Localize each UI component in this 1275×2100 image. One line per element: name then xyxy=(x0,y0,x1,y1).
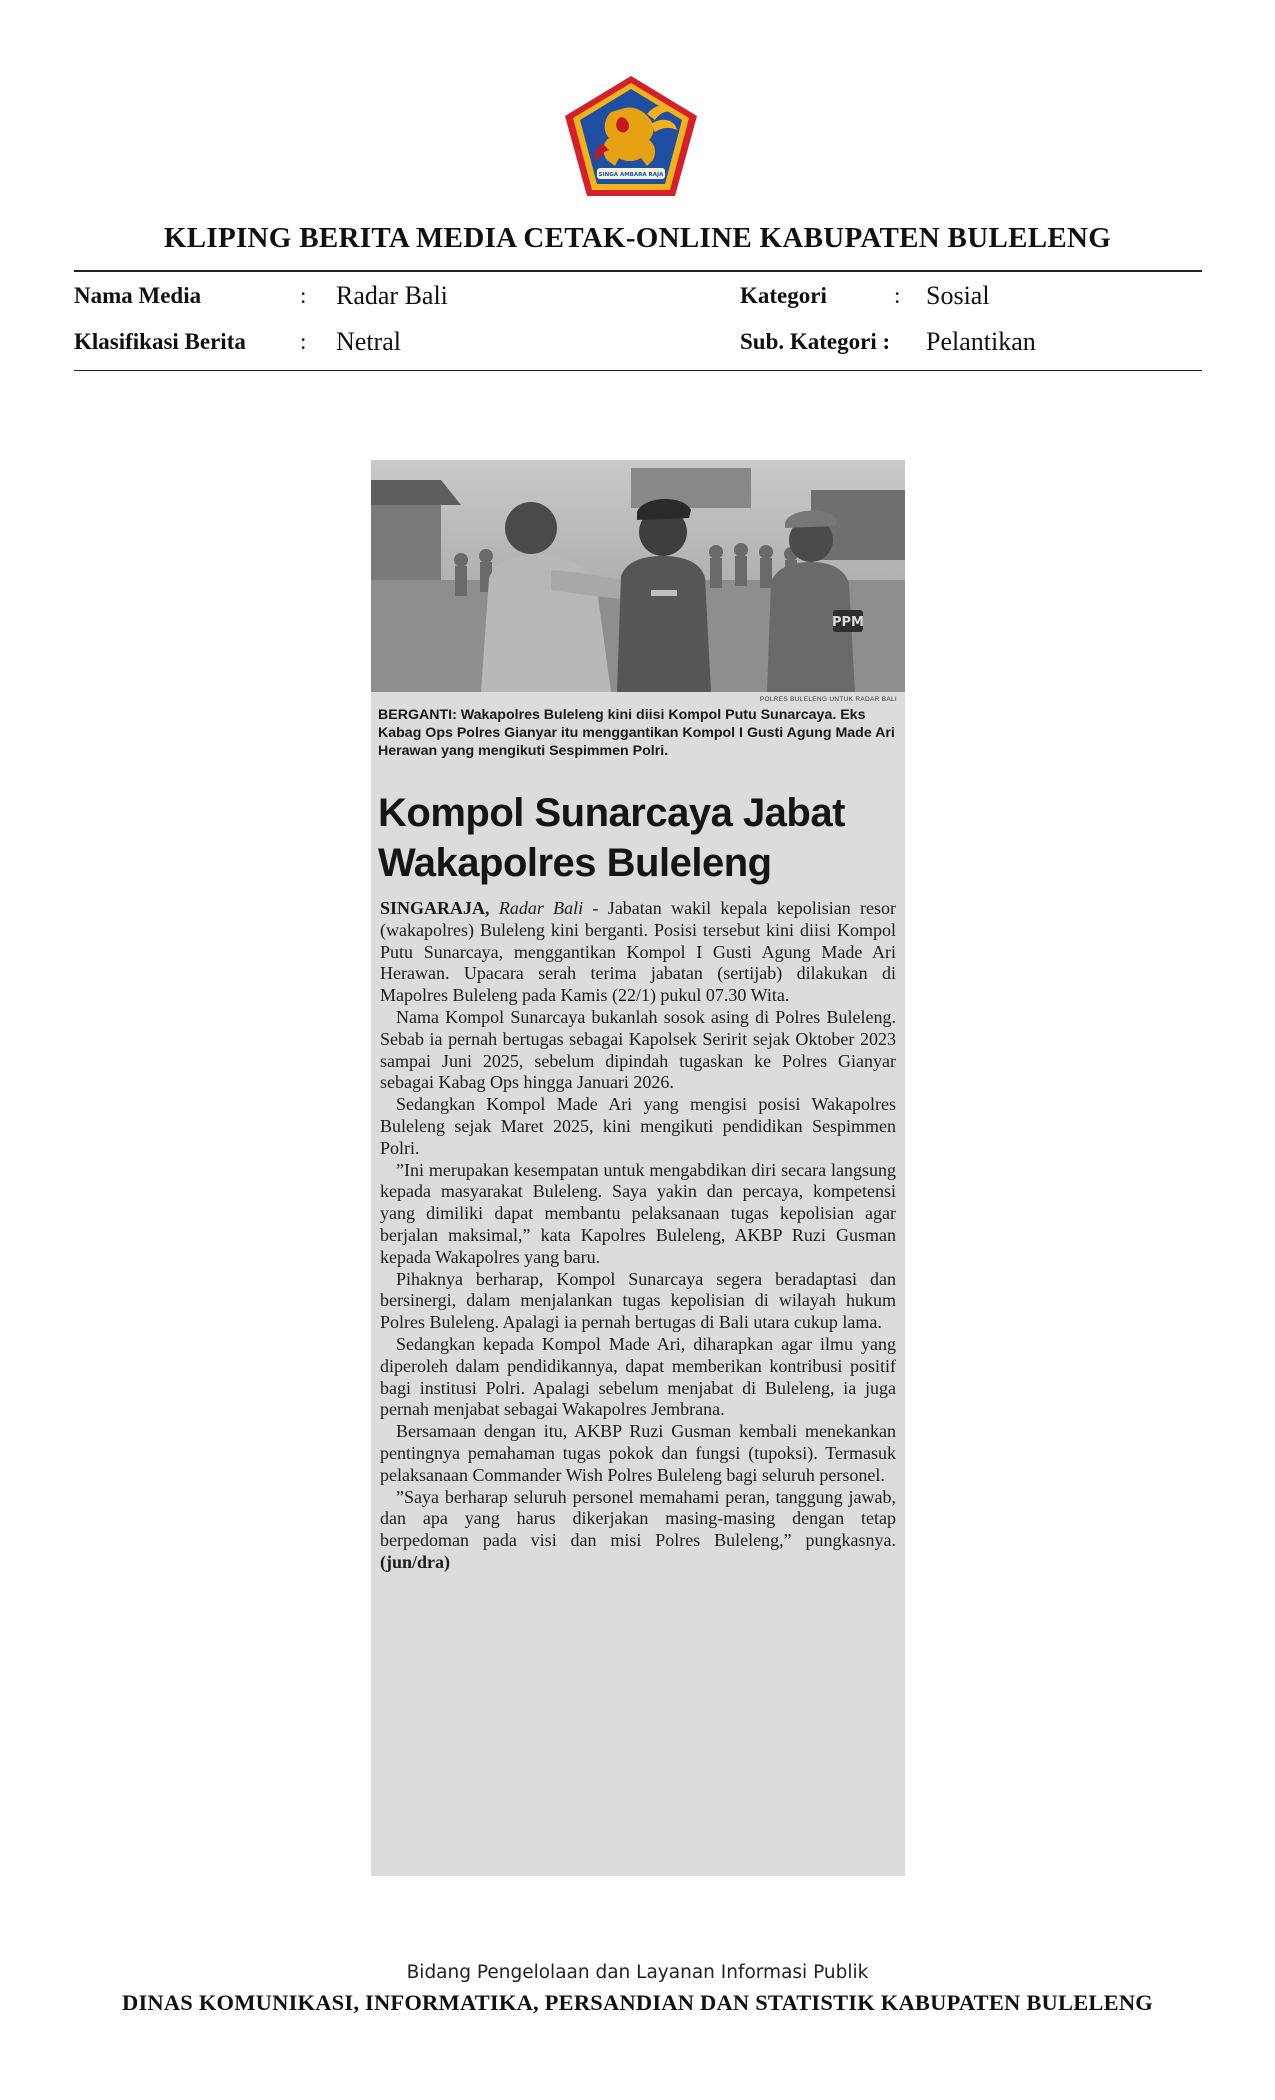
logo-emblem xyxy=(563,74,699,198)
paragraph: Sedangkan Kompol Made Ari yang mengisi posisi Wakapolres Buleleng sejak Maret 2025, kini mengikuti pendidikan Sespimmen Polri. xyxy=(380,1094,896,1158)
source-name: Radar Bali xyxy=(498,898,584,918)
paragraph-text: - Jabatan wakil kepala kepolisian resor (wakapolres) Buleleng kini berganti. Posisi tersebut kini diisi Kompol Putu Sunarcaya, menggantikan Kompol I Gusti Agung Made Ari Herawan. Upacara serah terima jabatan (sertijab) dilakukan di Mapolres Buleleng pada Kamis (22/1) pukul 07.30 Wita. xyxy=(380,898,897,1006)
nama-media-label: Nama Media xyxy=(74,283,202,308)
signoff: (jun/dra) xyxy=(380,1551,451,1572)
sub-kategori-value: Pelantikan xyxy=(926,327,1036,356)
svg-text:SINGA AMBARA RAJA: SINGA AMBARA RAJA xyxy=(598,172,664,178)
lion-emblem-icon xyxy=(563,74,699,198)
photo-caption: BERGANTI: Wakapolres Buleleng kini diisi Kompol Putu Sunarcaya. Eks Kabag Ops Polres Gianyar itu menggantikan Kompol I Gusti Agung Made Ari Herawan yang mengikuti Sespimmen Polri. xyxy=(378,707,895,759)
paragraph: ”Ini merupakan kesempatan untuk mengabdikan diri secara langsung kepada masyarakat Buleleng. Saya yakin dan percaya, kompetensi yang dimiliki dapat membantu pelaksanaan tugas kepolisian agar berjalan maksimal,” kata Kapolres Buleleng, AKBP Ruzi Gusman kepada Wakapolres yang baru. xyxy=(380,1159,896,1267)
paragraph xyxy=(380,898,896,1007)
paragraph: Pihaknya berharap, Kompol Sunarcaya segera beradaptasi dan bersinergi, dalam menjalankan tugas kepolisian di wilayah hukum Polres Buleleng. Apalagi ia pernah bertugas di Bali utara cukup lama. xyxy=(380,1268,896,1333)
page-title: KLIPING BERITA MEDIA CETAK-ONLINE KABUPATEN BULELENG xyxy=(163,222,1112,254)
klasifikasi-colon: : xyxy=(300,329,307,354)
footer-title: DINAS KOMUNIKASI, INFORMATIKA, PERSANDIAN DAN STATISTIK KABUPATEN BULELENG xyxy=(122,1990,1153,2015)
klasifikasi-value: Netral xyxy=(336,327,401,356)
news-photo xyxy=(371,460,905,692)
header-rule-top xyxy=(74,270,1202,272)
paragraph: Sedangkan kepada Kompol Made Ari, diharapkan agar ilmu yang diperoleh dalam pendidikannya, dapat memberikan kontribusi positif bagi institusi Polri. Apalagi sebelum menjabat di Buleleng, ia juga pernah menjabat sebagai Wakapolres Jembrana. xyxy=(380,1333,896,1420)
article-body xyxy=(380,898,896,1574)
newspaper-clipping xyxy=(371,460,905,1876)
kategori-label: Kategori xyxy=(740,283,827,308)
klasifikasi-label: Klasifikasi Berita xyxy=(74,329,246,354)
paragraph: Bersamaan dengan itu, AKBP Ruzi Gusman kembali menekankan pentingnya pemahaman tugas pokok dan fungsi (tupoksi). Termasuk pelaksanaan Commander Wish Polres Buleleng bagi seluruh personel. xyxy=(380,1421,896,1485)
article-headline: Kompol Sunarcaya Jabat Wakapolres Buleleng xyxy=(378,791,845,885)
paragraph xyxy=(380,1487,896,1574)
svg-text:PPM: PPM xyxy=(832,615,864,630)
kategori-value: Sosial xyxy=(926,281,990,310)
dateline: SINGARAJA, xyxy=(380,898,490,918)
footer-subtitle: Bidang Pengelolaan dan Layanan Informasi Publik xyxy=(406,1962,869,1983)
header-rule-bottom xyxy=(74,370,1202,371)
sub-kategori-label: Sub. Kategori : xyxy=(740,329,891,354)
kategori-colon: : xyxy=(894,283,901,308)
paragraph: Nama Kompol Sunarcaya bukanlah sosok asing di Polres Buleleng. Sebab ia pernah bertugas sebagai Kapolsek Seririt sejak Oktober 2023 sampai Juni 2025, sebelum dipindah tugaskan ke Polres Gianyar sebagai Kabag Ops hingga Januari 2026. xyxy=(380,1006,896,1093)
nama-media-value: Radar Bali xyxy=(336,281,448,310)
paragraph-text: ”Saya berharap seluruh personel memahami peran, tanggung jawab, dan apa yang harus dikerjakan masing-masing dengan tetap berpedoman pada visi dan misi Polres Buleleng,” pungkasnya. xyxy=(380,1486,896,1551)
photo-credit: POLRES BULELENG UNTUK RADAR BALI xyxy=(759,696,897,703)
nama-media-colon: : xyxy=(300,283,307,308)
